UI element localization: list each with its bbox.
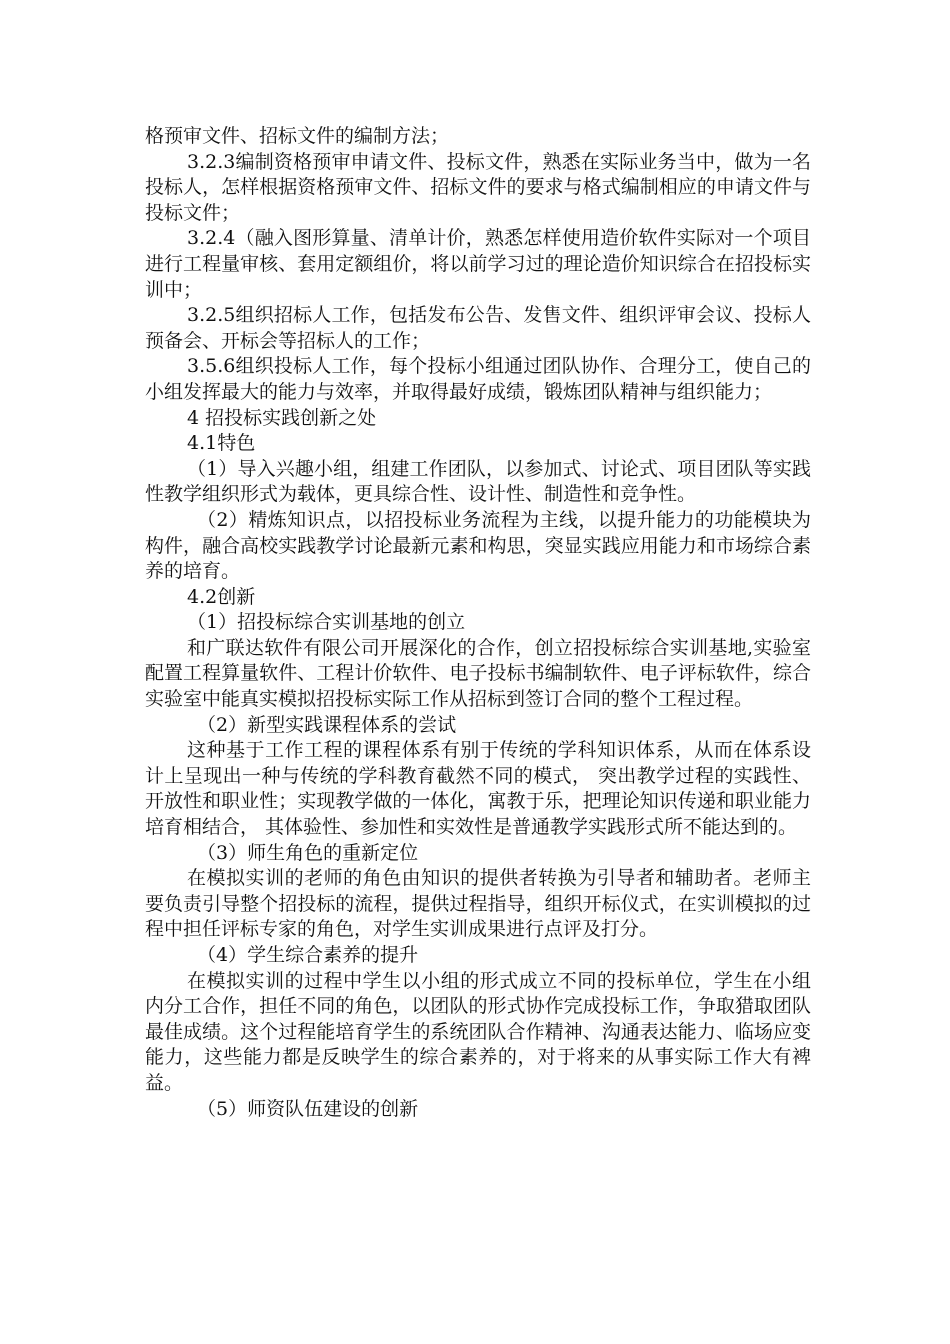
subsection-heading-4-1: 4.1特色 [187,432,256,455]
innovation-body-4: 在模拟实训的过程中学生以小组的形式成立不同的投标单位，学生在小组内分工合作，担任不同的角色，以团队的形式协作完成投标工作，争取猎取团队最佳成绩。这个过程能培育学生的系统团队合作精神、沟通表达能力、临场应变能力，这些能力都是反映学生的综合素养的，对于将来的从事实际工作大有裨益。 [145,969,811,1094]
innovation-heading-3: （3）师生角色的重新定位 [197,841,419,864]
feature-item-2: （2）精炼知识点，以招投标业务流程为主线，以提升能力的功能模块为构件，融合高校实践教学讨论最新元素和构思，突显实践应用能力和市场综合素养的培育。 [145,508,811,583]
paragraph-3-2-4: 3.2.4（融入图形算量、清单计价，熟悉怎样使用造价软件实际对一个项目进行工程量审核、套用定额组价，将以前学习过的理论造价知识综合在招投标实训中； [145,227,811,301]
document-body [145,124,811,1122]
paragraph-3-2-3: 3.2.3编制资格预审申请文件、投标文件，熟悉在实际业务当中，做为一名投标人，怎样根据资格预审文件、招标文件的要求与格式编制相应的申请文件与投标文件； [145,150,811,224]
innovation-heading-4: （4）学生综合素养的提升 [197,944,419,966]
innovation-body-2: 这种基于工作工程的课程体系有别于传统的学科知识体系，从而在体系设计上呈现出一种与传统的学科教育截然不同的模式， 突出教学过程的实践性、开放性和职业性；实现教学做的一体化，寓教于乐，把理论知识传递和职业能力培育相结合， 其体验性、参加性和实效性是普通教学实践形式所不能达到的。 [145,739,811,839]
paragraph-3-5-6: 3.5.6组织投标人工作，每个投标小组通过团队协作、合理分工，使自己的小组发挥最大的能力与效率，并取得最好成绩，锻炼团队精神与组织能力； [145,355,811,403]
feature-item-1: （1）导入兴趣小组，组建工作团队，以参加式、讨论式、项目团队等实践性教学组织形式为载体，更具综合性、设计性、制造性和竞争性。 [145,457,811,506]
innovation-body-1: 和广联达软件有限公司开展深化的合作，创立招投标综合实训基地,实验室配置工程算量软件、工程计价软件、电子投标书编制软件、电子评标软件，综合实验室中能真实模拟招投标实际工作从招标到签订合同的整个工程过程。 [145,636,811,711]
innovation-body-3: 在模拟实训的老师的角色由知识的提供者转换为引导者和辅助者。老师主要负责引导整个招投标的流程，提供过程指导，组织开标仪式，在实训模拟的过程中担任评标专家的角色，对学生实训成果进行点评及打分。 [145,867,811,941]
innovation-heading-5: （5）师资队伍建设的创新 [197,1097,419,1120]
paragraph-continuation: 格预审文件、招标文件的编制方法； [145,125,450,147]
innovation-heading-2: （2）新型实践课程体系的尝试 [197,713,457,736]
paragraph-3-2-5: 3.2.5组织招标人工作，包括发布公告、发售文件、组织评审会议、投标人预备会、开标会等招标人的工作； [145,304,811,352]
subsection-heading-4-2: 4.2创新 [187,585,256,608]
innovation-heading-1: （1）招投标综合实训基地的创立 [187,611,466,634]
section-heading-4: 4 招投标实践创新之处 [187,406,377,429]
